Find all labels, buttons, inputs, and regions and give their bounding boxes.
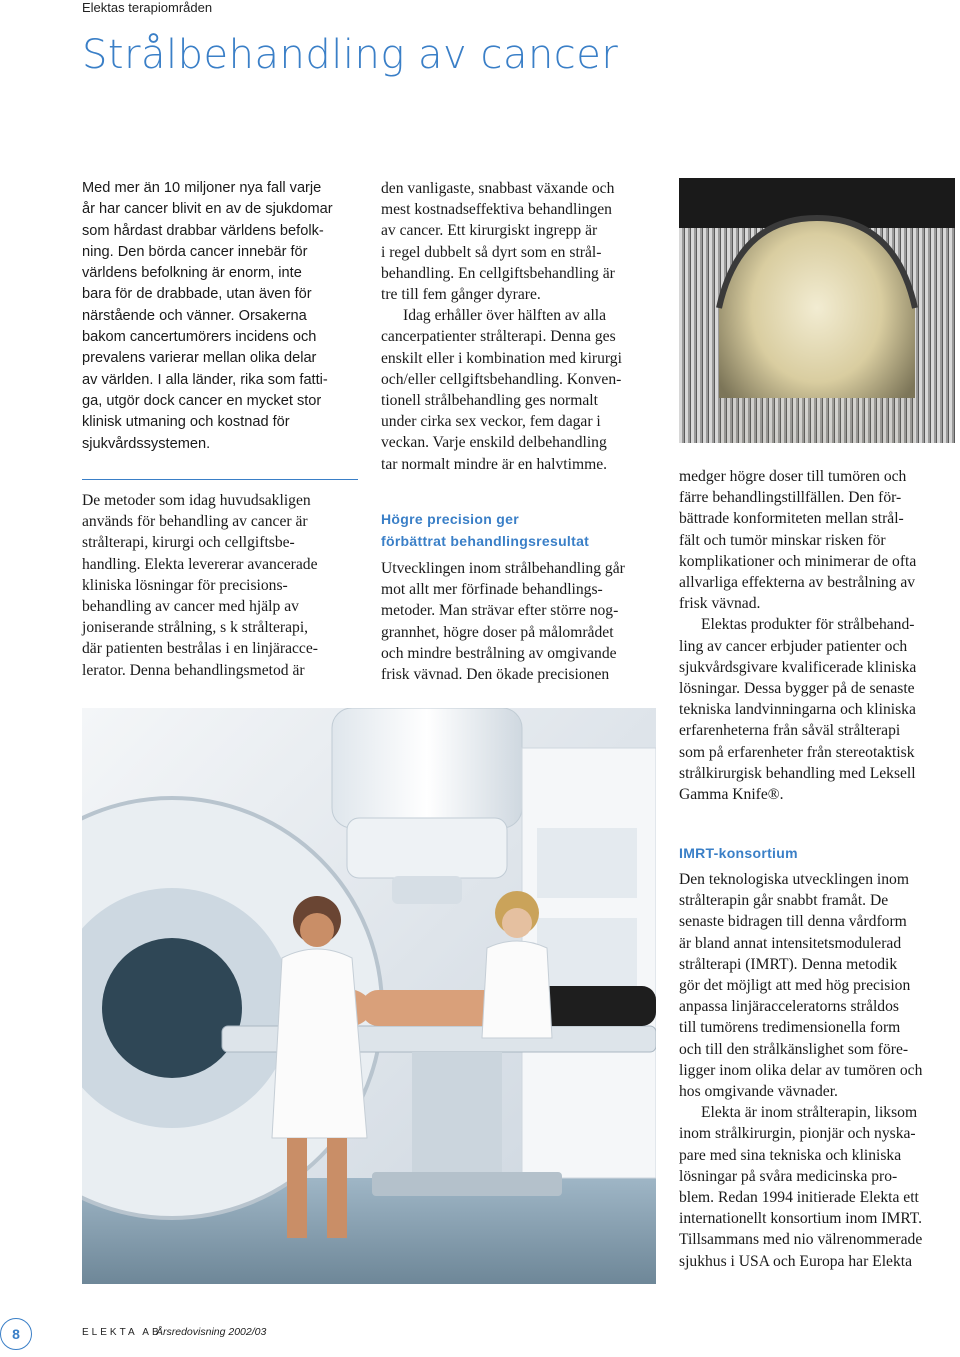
- text-line: allvarliga effekterna av bestrålning av: [679, 574, 916, 592]
- text-line: bättrade konformiteten mellan strål-: [679, 510, 904, 528]
- text-line: tekniska landvinningarna och kliniska: [679, 701, 916, 719]
- text-line: lösningar. Dessa bygger på de senaste: [679, 680, 915, 698]
- footer-brand: ELEKTA AB: [82, 1327, 162, 1338]
- column-1-body: [82, 490, 367, 681]
- column-2-body: [381, 178, 671, 475]
- text-line: frisk vävnad.: [679, 595, 761, 613]
- intro-text: [82, 178, 367, 455]
- text-line: lerator. Denna behandlingsmetod är: [82, 661, 305, 679]
- text-line: grannhet, högre doser på målområdet: [381, 623, 614, 641]
- text-line: och till den strålkänslighet som före-: [679, 1040, 909, 1058]
- text-line: ga, utgör dock cancer en mycket stor: [82, 392, 322, 409]
- subheading-line: förbättrat behandlingsresultat: [381, 533, 590, 549]
- page-number: 8: [0, 1318, 32, 1350]
- text-line: av världen. I alla länder, rika som fatti-: [82, 371, 328, 388]
- text-line: bara för de drabbade, utan även för: [82, 286, 312, 303]
- text-line: pare med sina tekniska och kliniska: [679, 1146, 902, 1164]
- text-line: komplikationer och minimerar de ofta: [679, 552, 917, 570]
- text-line: närstående och vänner. Orsakerna: [82, 307, 307, 324]
- text-line: Utvecklingen inom strålbehandling går: [381, 560, 625, 577]
- text-line: tar normalt mindre är en halvtimme.: [381, 455, 608, 473]
- text-line: sjukvårdsgivare kvalificerade kliniska: [679, 658, 917, 676]
- footer-report-title: Årsredovisning 2002/03: [156, 1326, 267, 1338]
- text-line: där patienten bestrålas i en linjäracce-: [82, 640, 318, 658]
- text-line: Elektas produkter för strålbehand-: [701, 616, 915, 634]
- text-line: mest kostnadseffektiva behandlingen: [381, 201, 612, 219]
- text-line: anpassa linjäracceleratorns stråldos: [679, 998, 899, 1016]
- text-line: tionell strålbehandling ges normalt: [381, 392, 598, 410]
- collimator-illustration: [679, 178, 955, 443]
- text-line: Idag erhåller över hälften av alla: [403, 307, 607, 325]
- text-line: år har cancer blivit en av de sjukdomar: [82, 201, 333, 218]
- text-line: Den teknologiska utvecklingen inom: [679, 871, 909, 888]
- text-line: bakom cancertumörers incidens och: [82, 329, 317, 346]
- text-line: strålkirurgisk behandling med Leksell: [679, 764, 916, 782]
- page-title: Strålbehandling av cancer: [82, 32, 619, 78]
- text-line: Med mer än 10 miljoner nya fall varje: [82, 180, 322, 196]
- subheading-precision: [381, 508, 589, 552]
- subheading-line: Högre precision ger: [381, 511, 519, 527]
- text-line: strålterapin går snabbt framåt. De: [679, 892, 889, 910]
- text-line: som hårdast drabbar världens befolk-: [82, 222, 324, 239]
- text-line: prevalens varierar mellan olika delar: [82, 350, 317, 367]
- text-line: kliniska lösningar för precisions-: [82, 576, 288, 594]
- text-line: erfarenheterna från såväl strålterapi: [679, 722, 901, 740]
- text-line: och mindre bestrålning av omgivande: [381, 644, 617, 662]
- text-line: färre behandlingstillfällen. Den för-: [679, 489, 902, 507]
- text-line: tre till fem gånger dyrare.: [381, 286, 541, 304]
- text-line: joniserande strålning, s k strålterapi,: [82, 619, 309, 637]
- text-line: behandling av cancer med hjälp av: [82, 598, 299, 616]
- text-line: strålterapi (IMRT). Denna metodik: [679, 955, 898, 973]
- text-line: i regel dubbelt så dyrt som en strål-: [381, 243, 602, 261]
- text-line: av cancer. Ett kirurgiskt ingrepp är: [381, 222, 598, 240]
- text-line: Tillsammans med nio välrenommerade: [679, 1231, 923, 1249]
- text-line: sjukvårdssystemen.: [82, 435, 211, 452]
- text-line: behandling. En cellgiftsbehandling är: [381, 264, 615, 282]
- text-line: senaste bidragen till denna vårdform: [679, 913, 907, 931]
- text-line: handling. Elekta levererar avancerade: [82, 555, 318, 573]
- text-line: klinisk utmaning och kostnad för: [82, 414, 290, 431]
- treatment-room-photo: [82, 708, 656, 1284]
- text-line: under cirka sex veckor, fem dagar i: [381, 413, 601, 431]
- text-line: är bland annat intensitetsmodulerad: [679, 934, 902, 952]
- text-line: inom strålkirurgin, pionjär och nyska-: [679, 1125, 916, 1143]
- column-2-precision-body: [381, 558, 671, 685]
- column-3-body: [679, 466, 960, 805]
- text-line: ling av cancer erbjuder patienter och: [679, 637, 908, 655]
- text-line: blem. Redan 1994 initierade Elekta ett: [679, 1189, 919, 1207]
- text-line: frisk vävnad. Den ökade precisionen: [381, 666, 610, 684]
- text-line: strålterapi, kirurgi och cellgiftsbe-: [82, 534, 295, 552]
- text-line: Elekta är inom strålterapin, liksom: [701, 1104, 918, 1122]
- text-line: medger högre doser till tumören och: [679, 468, 907, 485]
- collimator-photo: [679, 178, 955, 443]
- text-line: lösningar på svåra medicinska pro-: [679, 1167, 898, 1185]
- subheading-imrt: IMRT-konsortium: [679, 845, 798, 861]
- text-line: till tumörens tredimensionella form: [679, 1019, 901, 1037]
- text-line: världens befolkning är enorm, inte: [82, 265, 302, 282]
- text-line: fält och tumör minskar risken för: [679, 531, 886, 549]
- text-line: används för behandling av cancer är: [82, 513, 308, 531]
- text-line: som på erfarenheter från stereotaktisk: [679, 743, 915, 761]
- text-line: gör det möjligt att med hög precision: [679, 977, 911, 995]
- text-line: hos omgivande vävnader.: [679, 1083, 838, 1101]
- text-line: enskilt eller i kombination med kirurgi: [381, 349, 622, 367]
- text-line: ning. Den börda cancer innebär för: [82, 243, 308, 260]
- text-line: veckan. Varje enskild delbehandling: [381, 434, 607, 452]
- text-line: metoder. Man strävar efter större nog-: [381, 602, 619, 620]
- column-3-imrt-body: [679, 869, 960, 1272]
- text-line: den vanligaste, snabbast växande och: [381, 180, 615, 197]
- linear-accelerator-illustration: [82, 708, 656, 1284]
- text-line: cancerpatienter strålterapi. Denna ges: [381, 328, 616, 346]
- text-line: och/eller cellgiftsbehandling. Konven-: [381, 370, 622, 388]
- divider-line: [82, 479, 358, 480]
- text-line: sjukhus i USA och Europa har Elekta: [679, 1252, 912, 1270]
- section-label: Elektas terapiområden: [82, 0, 213, 15]
- text-line: De metoder som idag huvudsakligen: [82, 492, 311, 509]
- text-line: internationellt konsortium inom IMRT.: [679, 1210, 923, 1228]
- text-line: Gamma Knife®.: [679, 786, 784, 804]
- text-line: ligger inom olika delar av tumören och: [679, 1061, 923, 1079]
- text-line: mot allt mer förfinade behandlings-: [381, 581, 603, 599]
